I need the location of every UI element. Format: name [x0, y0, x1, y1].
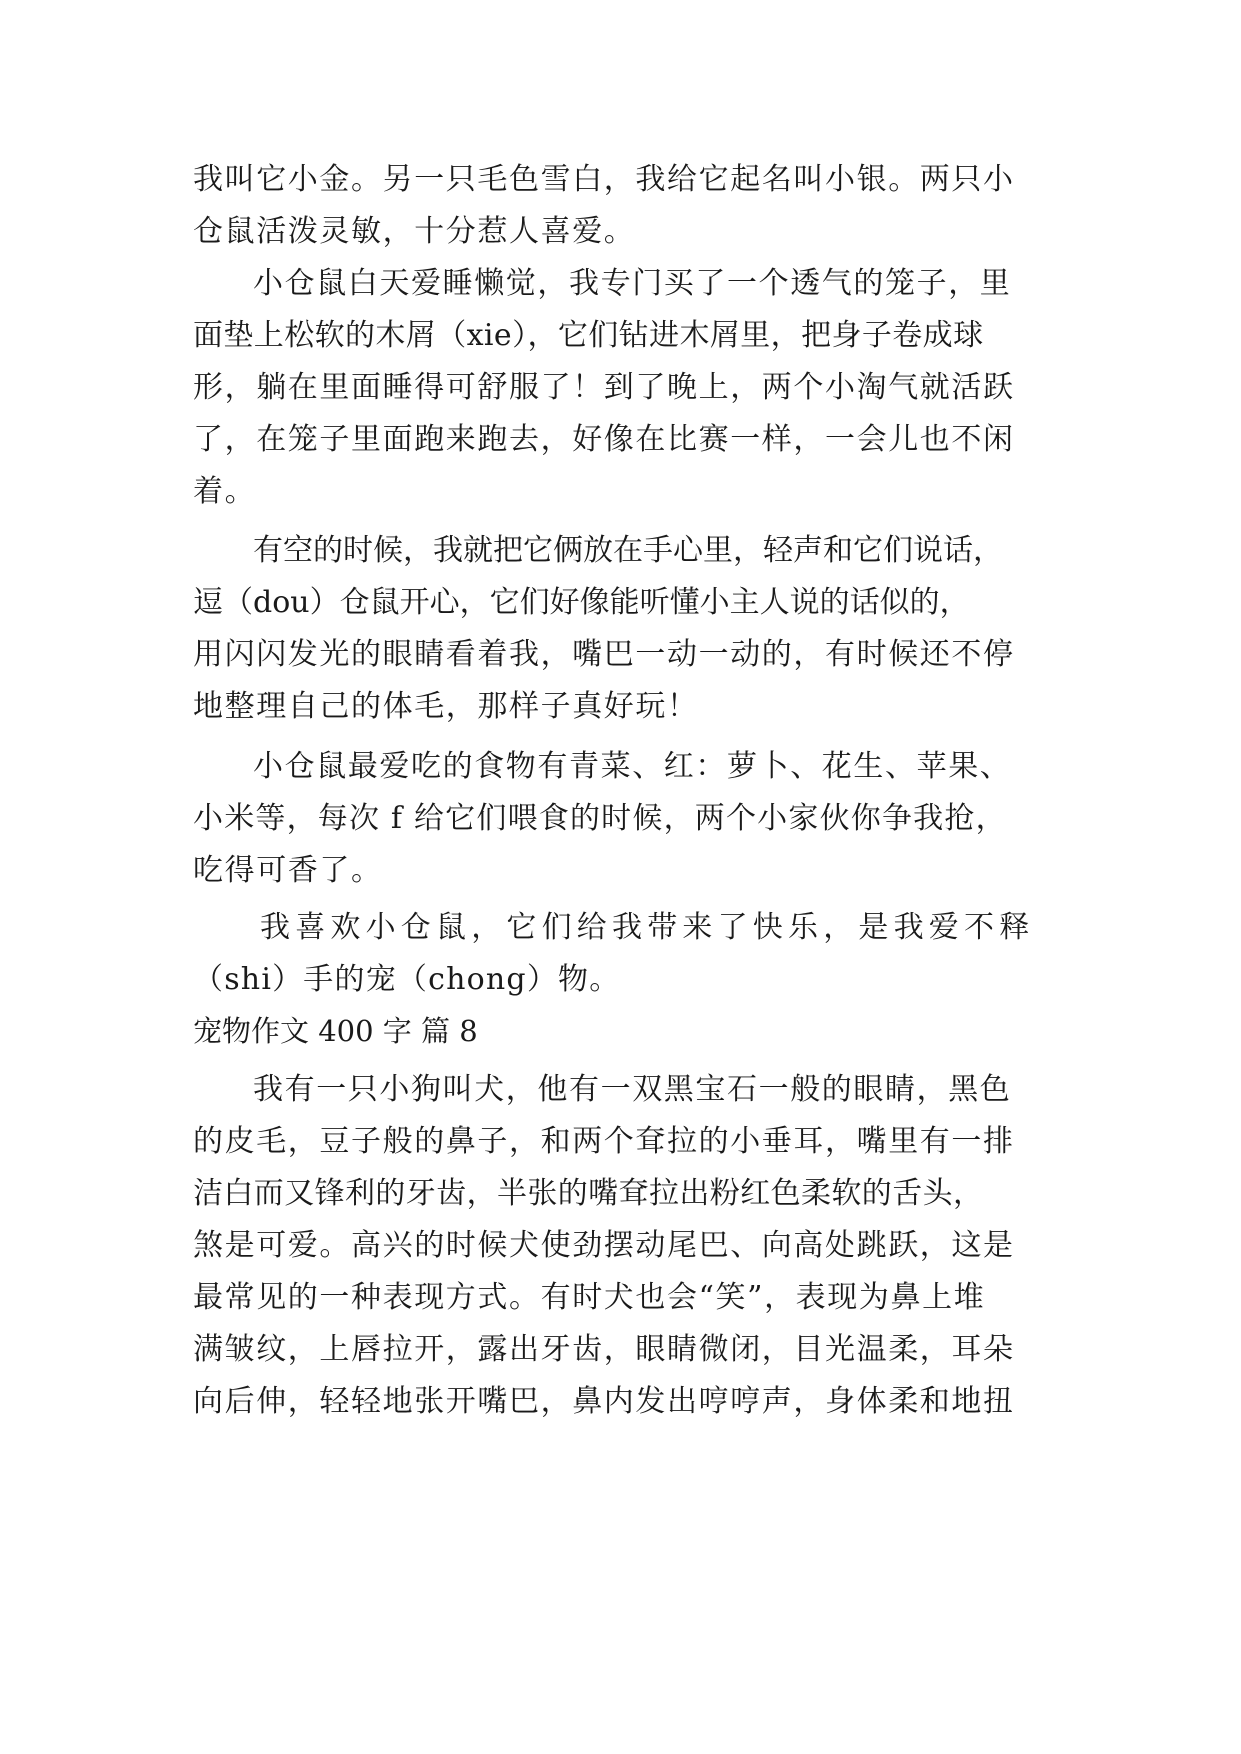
text-line: 我叫它小金。另一只毛色雪白，我给它起名叫小银。两只小	[193, 162, 1015, 197]
text-line: 着。	[193, 474, 257, 509]
text-line: 小米等，每次 f 给它们喂食的时候，两个小家伙你争我抢，	[193, 801, 1007, 836]
text-line: 逗（dou）仓鼠开心，它们好像能听懂小主人说的话似的，	[193, 585, 970, 620]
text-line: 了，在笼子里面跑来跑去，好像在比赛一样，一会儿也不闲	[193, 422, 1015, 457]
text-line: 小仓鼠最爱吃的食物有青菜、红：萝卜、花生、苹果、	[253, 749, 1012, 784]
text-line: 我喜欢小仓鼠，它们给我带来了快乐，是我爱不释	[260, 910, 1035, 945]
text-line: 洁白而又锋利的牙齿，半张的嘴耷拉出粉红色柔软的舌头，	[193, 1176, 984, 1211]
text-line: 吃得可香了。	[193, 853, 383, 888]
text-line: 形，躺在里面睡得可舒服了！到了晚上，两个小淘气就活跃	[193, 370, 1015, 405]
text-line: 小仓鼠白天爱睡懒觉，我专门买了一个透气的笼子，里	[253, 266, 1012, 301]
text-line: 用闪闪发光的眼睛看着我，嘴巴一动一动的，有时候还不停	[193, 637, 1015, 672]
text-line: 满皱纹，上唇拉开，露出牙齿，眼睛微闭，目光温柔，耳朵	[193, 1332, 1015, 1367]
text-line: 我有一只小狗叫犬，他有一双黑宝石一般的眼睛，黑色	[253, 1072, 1012, 1107]
text-line: （shi）手的宠（chong）物。	[193, 962, 621, 997]
text-line: 仓鼠活泼灵敏，十分惹人喜爱。	[193, 214, 636, 249]
text-line: 最常见的一种表现方式。有时犬也会“笑”，表现为鼻上堆	[193, 1280, 986, 1315]
text-line: 煞是可爱。高兴的时候犬使劲摆动尾巴、向高处跳跃，这是	[193, 1228, 1015, 1263]
section-heading: 宠物作文 400 字 篇 8	[193, 1014, 478, 1048]
text-line: 地整理自己的体毛，那样子真好玩！	[193, 689, 699, 724]
text-line: 有空的时候，我就把它俩放在手心里，轻声和它们说话，	[253, 533, 1003, 568]
text-line: 面垫上松软的木屑（xie），它们钻进木屑里，把身子卷成球	[193, 318, 984, 353]
text-line: 向后伸，轻轻地张开嘴巴，鼻内发出哼哼声，身体柔和地扭	[193, 1384, 1015, 1419]
text-line: 的皮毛，豆子般的鼻子，和两个耷拉的小垂耳，嘴里有一排	[193, 1124, 1015, 1159]
